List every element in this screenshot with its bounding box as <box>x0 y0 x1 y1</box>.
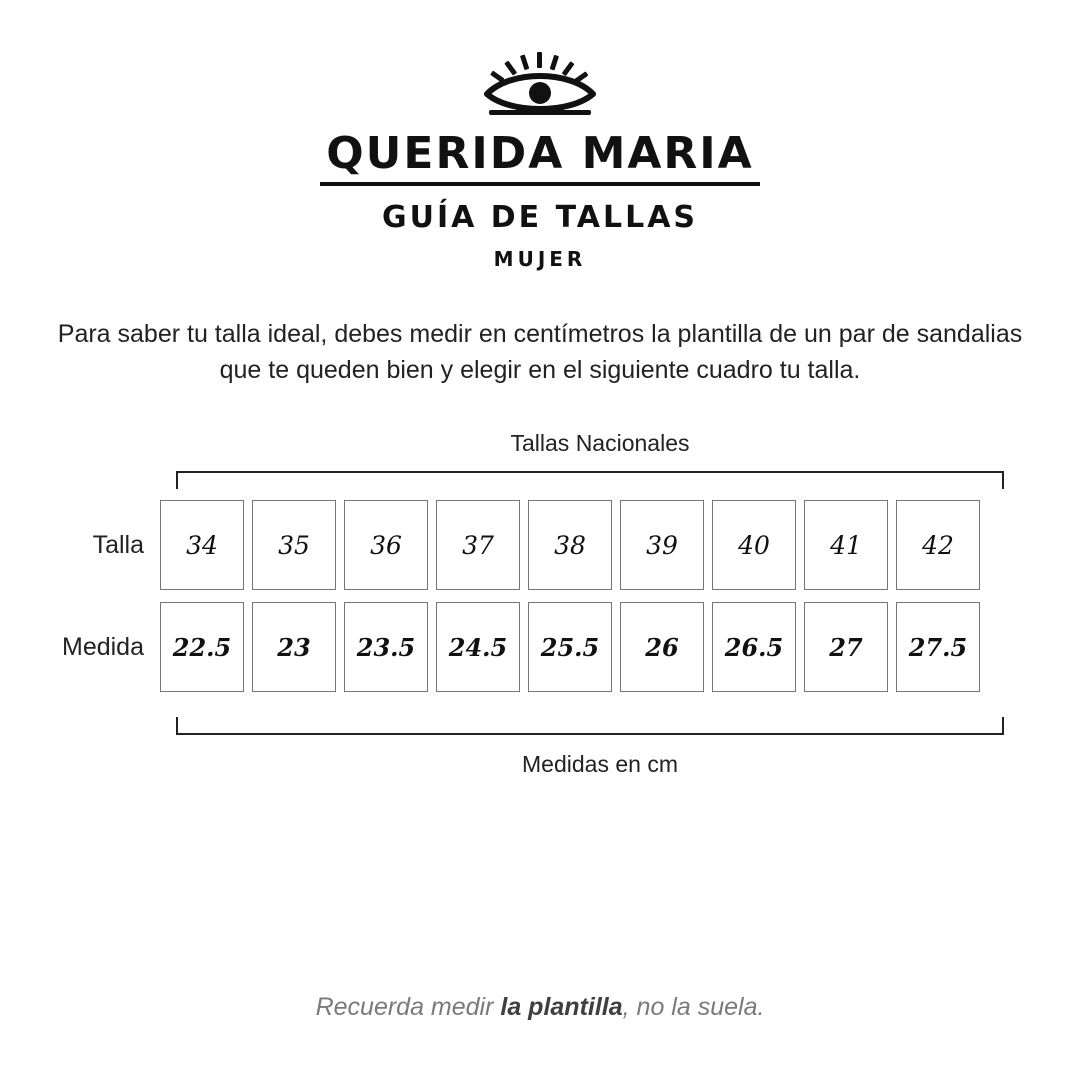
footnote-suffix: , no la suela. <box>622 993 765 1021</box>
medida-cells <box>160 602 980 692</box>
talla-cell: 40 <box>712 500 796 590</box>
table-top-caption: Tallas Nacionales <box>510 430 690 456</box>
talla-cell: 39 <box>620 500 704 590</box>
bottom-bracket <box>176 717 1004 735</box>
size-grid <box>0 499 1080 693</box>
medida-cell: 23 <box>252 602 336 692</box>
eye-with-lashes-icon <box>475 52 605 122</box>
footnote-emphasis: la plantilla <box>500 993 623 1021</box>
medida-cell: 26.5 <box>712 602 796 692</box>
medida-cell: 25.5 <box>528 602 612 692</box>
medida-cell: 24.5 <box>436 602 520 692</box>
intro-paragraph: Para saber tu talla ideal, debes medir en centímetros la plantilla de un par de sandalias que te queden bien y elegir en el siguiente cuadro tu talla. <box>57 320 1023 384</box>
row-label-talla: Talla <box>92 530 144 559</box>
talla-cell: 34 <box>160 500 244 590</box>
guide-subtitle: GUÍA DE TALLAS <box>381 200 699 235</box>
footnote <box>0 993 1080 1022</box>
talla-cells <box>160 500 980 590</box>
brand-logo <box>475 52 605 122</box>
talla-cell: 37 <box>436 500 520 590</box>
brand-title: QUERIDA MARIA <box>320 132 759 186</box>
table-row <box>0 601 1080 693</box>
talla-cell: 42 <box>896 500 980 590</box>
medida-cell: 22.5 <box>160 602 244 692</box>
medida-cell: 26 <box>620 602 704 692</box>
medida-cell: 27.5 <box>896 602 980 692</box>
table-row <box>0 499 1080 591</box>
medida-cell: 23.5 <box>344 602 428 692</box>
footnote-prefix: Recuerda medir <box>315 993 501 1021</box>
guide-audience: MUJER <box>493 247 587 271</box>
talla-cell: 36 <box>344 500 428 590</box>
talla-cell: 35 <box>252 500 336 590</box>
talla-cell: 41 <box>804 500 888 590</box>
table-bottom-caption: Medidas en cm <box>522 751 678 777</box>
top-bracket <box>176 471 1004 489</box>
row-label-medida: Medida <box>62 632 144 661</box>
medida-cell: 27 <box>804 602 888 692</box>
size-table <box>0 430 1080 778</box>
talla-cell: 38 <box>528 500 612 590</box>
